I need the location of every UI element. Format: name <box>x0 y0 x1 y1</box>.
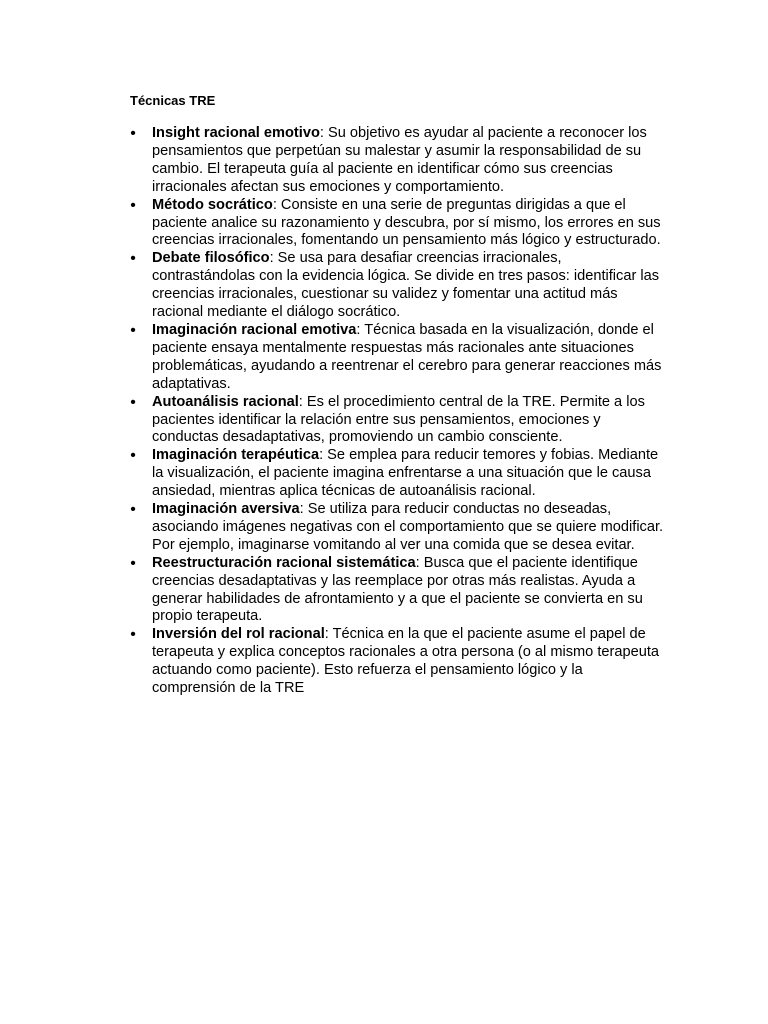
technique-term: Debate filosófico <box>152 250 270 267</box>
technique-term: Inversión del rol racional <box>152 626 325 643</box>
list-item <box>126 555 666 627</box>
document-title: Técnicas TRE <box>130 93 216 108</box>
technique-term: Imaginación aversiva <box>152 501 300 518</box>
technique-term: Insight racional emotivo <box>152 125 320 141</box>
technique-description: : Técnica basada en la visualización, donde el paciente ensaya mentalmente respuestas más racionales ante situaciones problemáticas, ayudando a reentrenar el cerebro para generar reacciones más adaptativas. <box>152 321 662 392</box>
bullet-icon: • <box>130 321 136 339</box>
list-item <box>126 322 666 394</box>
technique-term: Reestructuración racional sistemática <box>152 554 416 571</box>
list-item <box>126 501 666 555</box>
list-item <box>126 250 666 322</box>
technique-description: : Se usa para desafiar creencias irracionales, contrastándolas con la evidencia lógica. Se divide en tres pasos: identificar las creencias irracionales, cuestionar su validez y fomentar una actitud más racional mediante el diálogo socrático. <box>152 250 660 321</box>
bullet-icon: • <box>130 125 136 142</box>
technique-term: Método socrático <box>152 196 273 213</box>
technique-description: : Se utiliza para reducir conductas no deseadas, asociando imágenes negativas con el comportamiento que se quiere modificar. Por ejemplo, imaginarse vomitando al ver una comida que se desea evitar. <box>152 501 664 553</box>
technique-description: : Busca que el paciente identifique creencias desadaptativas y las reemplace por otras más realistas. Ayuda a generar habilidades de afrontamiento y a que el paciente se convierta en su propio terapeuta. <box>152 554 643 625</box>
bullet-icon: • <box>130 447 136 465</box>
list-item <box>126 125 666 197</box>
technique-description: : Técnica en la que el paciente asume el papel de terapeuta y explica conceptos racionales a otra persona (o al mismo terapeuta actuando como paciente). Esto refuerza el pensamiento lógico y la comprensión de la TRE <box>152 626 660 697</box>
technique-term: Autoanálisis racional <box>152 393 299 410</box>
list-item <box>126 447 666 501</box>
technique-term: Imaginación terapéutica <box>152 447 320 464</box>
bullet-icon: • <box>130 501 136 519</box>
bullet-icon: • <box>130 626 136 644</box>
list-item <box>126 197 666 251</box>
list-item <box>126 626 666 698</box>
bullet-icon: • <box>130 250 136 268</box>
bullet-icon: • <box>130 554 136 572</box>
technique-term: Imaginación racional emotiva <box>152 321 357 338</box>
technique-description: : Consiste en una serie de preguntas dirigidas a que el paciente analice su razonamiento y descubra, por sí mismo, los errores en sus creencias irracionales, fomentando un pensamiento más lógico y estructurado. <box>152 196 661 249</box>
technique-description: : Su objetivo es ayudar al paciente a reconocer los pensamientos que perpetúan su malestar y asumir la responsabilidad de su cambio. El terapeuta guía al paciente en identificar cómo sus creencias irracionales afectan sus emociones y comportamiento. <box>152 125 647 195</box>
technique-description: : Se emplea para reducir temores y fobias. Mediante la visualización, el paciente imagina enfrentarse a una situación que le causa ansiedad, mientras aplica técnicas de autoanálisis racional. <box>152 447 659 500</box>
technique-list <box>126 125 666 698</box>
bullet-icon: • <box>130 393 136 411</box>
bullet-icon: • <box>130 196 136 214</box>
list-item <box>126 394 666 448</box>
technique-description: : Es el procedimiento central de la TRE. Permite a los pacientes identificar la relación entre sus pensamientos, emociones y conductas desadaptativas, promoviendo un cambio consciente. <box>152 393 645 446</box>
